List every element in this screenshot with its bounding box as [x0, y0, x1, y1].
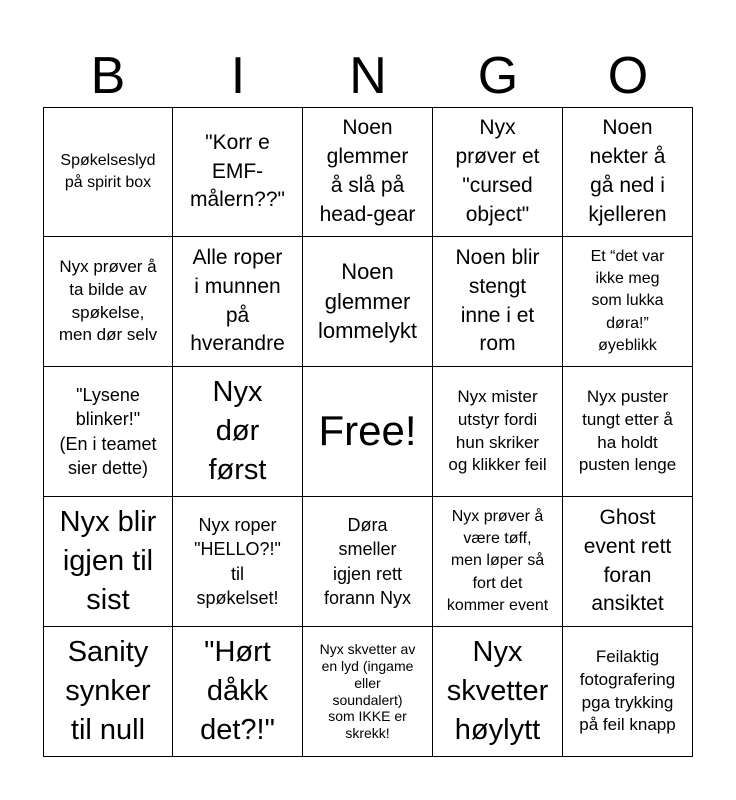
- cell-text: "Hørt dåkk det?!": [200, 635, 275, 747]
- bingo-cell-r4c2[interactable]: [173, 497, 303, 627]
- bingo-cell-r2c1[interactable]: [43, 237, 173, 367]
- bingo-cell-r4c4[interactable]: [433, 497, 563, 627]
- bingo-cell-r2c5[interactable]: [563, 237, 693, 367]
- cell-text: Døra smeller igjen rett forann Nyx: [323, 514, 412, 608]
- cell-text: Sanity synker til null: [65, 635, 151, 747]
- cell-text: Nyx roper "HELLO?!" til spøkelset!: [194, 514, 281, 608]
- cell-text: Et “det var ikke meg som lukka døra!” øyeblikk: [590, 248, 665, 354]
- free-space-label: Free!: [318, 407, 417, 455]
- cell-text: Nyx skvetter av en lyd (ingame eller soundalert) som IKKE er skrekk!: [319, 641, 416, 742]
- bingo-cell-r1c2[interactable]: [173, 107, 303, 237]
- header-letter-g: G: [477, 47, 519, 105]
- bingo-cell-r4c5[interactable]: [563, 497, 693, 627]
- cell-text: "Korr e EMF- målern??": [189, 130, 285, 212]
- bingo-cell-r4c1[interactable]: [43, 497, 173, 627]
- bingo-header: [43, 44, 693, 108]
- bingo-cell-r1c1[interactable]: [43, 107, 173, 237]
- cell-text: Noen glemmer lommelykt: [317, 258, 417, 344]
- cell-text: Feilaktig fotografering pga trykking på feil knapp: [579, 646, 676, 735]
- cell-text: Nyx mister utstyr fordi hun skriker og klikker feil: [448, 386, 547, 475]
- bingo-cell-r3c1[interactable]: [43, 367, 173, 497]
- cell-text: Nyx dør først: [208, 375, 267, 487]
- cell-text: Alle roper i munnen på hverandre: [190, 245, 285, 356]
- bingo-board: [43, 107, 693, 757]
- bingo-cell-r1c4[interactable]: [433, 107, 563, 237]
- bingo-cell-free[interactable]: [303, 367, 433, 497]
- cell-text: Nyx puster tungt etter å ha holdt pusten lenge: [578, 386, 677, 475]
- cell-text: Nyx prøver å ta bilde av spøkelse, men dør selv: [58, 256, 158, 345]
- header-letter-o: O: [607, 47, 649, 105]
- header-letter-b: B: [90, 47, 126, 105]
- cell-text: Nyx prøver et "cursed object": [455, 116, 540, 226]
- cell-text: Nyx blir igjen til sist: [59, 505, 157, 617]
- bingo-cell-r1c3[interactable]: [303, 107, 433, 237]
- header-letter-n: N: [349, 47, 387, 105]
- bingo-cell-r3c2[interactable]: [173, 367, 303, 497]
- bingo-cell-r4c3[interactable]: [303, 497, 433, 627]
- bingo-cell-r5c1[interactable]: [43, 627, 173, 757]
- bingo-cell-r5c2[interactable]: [173, 627, 303, 757]
- bingo-cell-r3c4[interactable]: [433, 367, 563, 497]
- cell-text: Noen nekter å gå ned i kjelleren: [588, 116, 667, 226]
- cell-text: Noen glemmer å slå på head-gear: [319, 116, 416, 226]
- header-letter-i: I: [230, 47, 246, 105]
- bingo-cell-r5c3[interactable]: [303, 627, 433, 757]
- bingo-cell-r2c3[interactable]: [303, 237, 433, 367]
- bingo-cell-r1c5[interactable]: [563, 107, 693, 237]
- bingo-cell-r2c4[interactable]: [433, 237, 563, 367]
- bingo-cell-r2c2[interactable]: [173, 237, 303, 367]
- bingo-cell-r5c4[interactable]: [433, 627, 563, 757]
- cell-text: Ghost event rett foran ansiktet: [583, 505, 672, 616]
- bingo-cell-r3c5[interactable]: [563, 367, 693, 497]
- cell-text: Nyx skvetter høylytt: [446, 635, 549, 747]
- cell-text: Spøkelseslyd på spirit box: [60, 151, 156, 191]
- cell-text: Noen blir stengt inne i et rom: [455, 245, 540, 356]
- bingo-cell-r5c5[interactable]: [563, 627, 693, 757]
- cell-text: Nyx prøver å være tøff, men løper så fort det kommer event: [446, 508, 549, 614]
- cell-text: "Lysene blinker!" (En i teamet sier dette): [59, 384, 157, 478]
